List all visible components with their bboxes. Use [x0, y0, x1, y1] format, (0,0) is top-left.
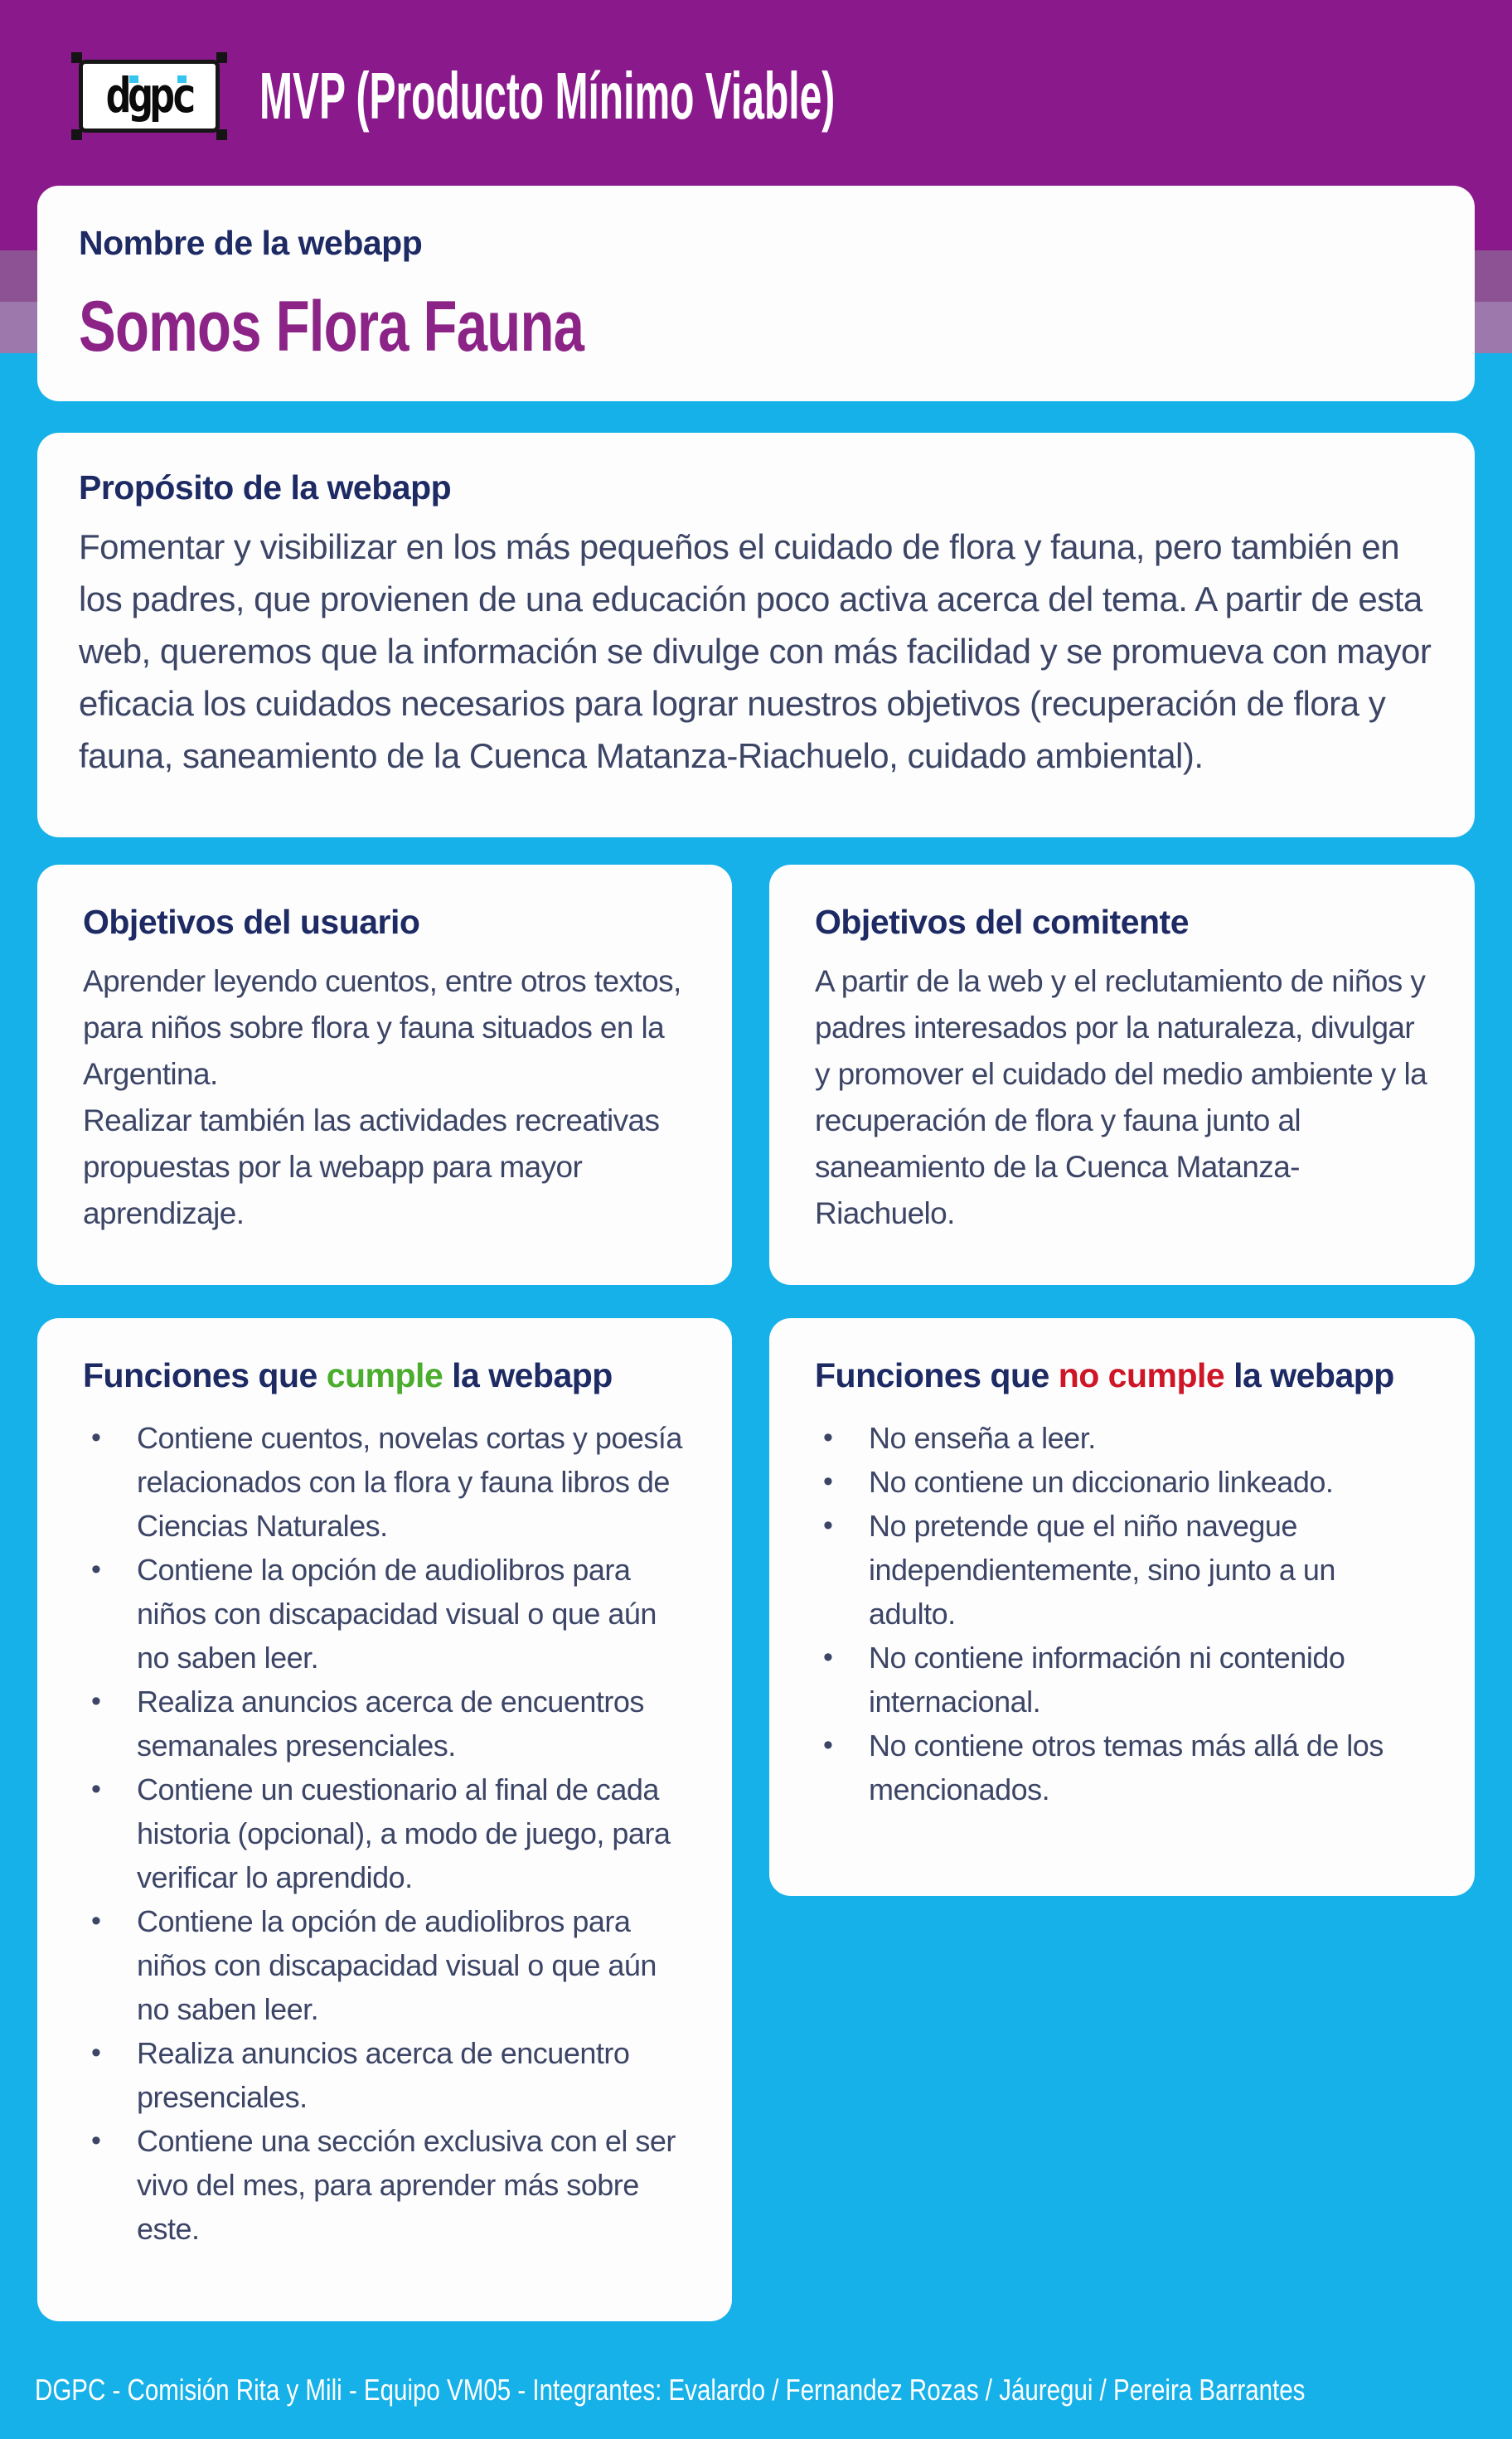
list-item: • Realiza anuncios acerca de encuentros semanales presenciales. [83, 1680, 686, 1767]
webapp-name-label: Nombre de la webapp [79, 224, 423, 262]
heading-prefix: Funciones que [83, 1356, 327, 1394]
logo-text: dgpc [105, 68, 193, 124]
list-item: • Contiene una sección exclusiva con el ser vivo del mes, para aprender más sobre este. [83, 2119, 686, 2251]
list-item: • Contiene la opción de audiolibros para niños con discapacidad visual o que aún no saben leer. [83, 1899, 686, 2031]
heading-highlight-met: cumple [326, 1356, 443, 1394]
heading-suffix: la webapp [443, 1356, 613, 1394]
client-goals-heading: Objetivos del comitente [815, 903, 1189, 941]
purpose-body: Fomentar y visibilizar en los más pequeños el cuidado de flora y fauna, pero también en los padres, que provienen de una educación poco activa acerca del tema. A partir de esta web, queremos que la información se divulge con más facilidad y se promueva con mayor eficacia los cuidados necesarios para lograr nuestros objetivos (recuperación de flora y fauna, saneamiento de la Cuenca Matanza-Riachuelo, cuidado ambiental). [79, 527, 1432, 775]
purpose-card [37, 433, 1475, 837]
webapp-name-card [37, 186, 1475, 401]
user-goals-paragraph: Aprender leyendo cuentos, entre otros textos, para niños sobre flora y fauna situados en la Argentina. [83, 964, 681, 1091]
functions-not-met-card [769, 1318, 1475, 1896]
heading-highlight-not-met: no cumple [1058, 1356, 1225, 1394]
functions-not-met-list [815, 1416, 1429, 1811]
user-goals-card [37, 865, 732, 1285]
logo-corner-dot [216, 52, 227, 63]
logo-corner-dot [71, 52, 82, 63]
list-item: • Realiza anuncios acerca de encuentro presenciales. [83, 2031, 686, 2119]
user-goals-paragraph: Realizar también las actividades recreativas propuestas por la webapp para mayor aprendizaje. [83, 1103, 660, 1230]
footer-credits: DGPC - Comisión Rita y Mili - Equipo VM05 - Integrantes: Evalardo / Fernandez Rozas / Jáuregui / Pereira Barrantes [35, 2373, 1306, 2407]
functions-met-heading [83, 1356, 686, 1395]
header [79, 61, 1219, 131]
dgpc-logo [79, 60, 220, 133]
functions-not-met-heading [815, 1356, 1429, 1395]
user-goals-body [83, 958, 686, 1237]
heading-prefix: Funciones que [815, 1356, 1059, 1394]
client-goals-paragraph: A partir de la web y el reclutamiento de niños y padres interesados por la naturaleza, divulgar y promover el cuidado del medio ambiente y la recuperación de flora y fauna junto al saneamiento de la Cuenca Matanza-Riachuelo. [815, 964, 1427, 1230]
user-goals-heading: Objetivos del usuario [83, 903, 420, 941]
logo-corner-dot [71, 129, 82, 140]
webapp-name-value: Somos Flora Fauna [79, 287, 584, 366]
functions-met-card [37, 1318, 732, 2321]
purpose-heading: Propósito de la webapp [79, 468, 452, 507]
client-goals-card [769, 865, 1475, 1285]
list-item: • No contiene un diccionario linkeado. [815, 1460, 1429, 1504]
heading-suffix: la webapp [1224, 1356, 1394, 1394]
logo-corner-dot [216, 129, 227, 140]
functions-met-list [83, 1416, 686, 2251]
list-item: • Contiene un cuestionario al final de cada historia (opcional), a modo de juego, para verificar lo aprendido. [83, 1767, 686, 1899]
list-item: • No contiene información ni contenido internacional. [815, 1636, 1429, 1724]
list-item: • No enseña a leer. [815, 1416, 1429, 1460]
client-goals-body [815, 958, 1429, 1237]
list-item: • No pretende que el niño navegue independientemente, sino junto a un adulto. [815, 1504, 1429, 1636]
page-title: MVP (Producto Mínimo Viable) [259, 59, 836, 133]
list-item: • No contiene otros temas más allá de los mencionados. [815, 1724, 1429, 1811]
list-item: • Contiene la opción de audiolibros para niños con discapacidad visual o que aún no saben leer. [83, 1548, 686, 1680]
list-item: • Contiene cuentos, novelas cortas y poesía relacionados con la flora y fauna libros de Ciencias Naturales. [83, 1416, 686, 1548]
